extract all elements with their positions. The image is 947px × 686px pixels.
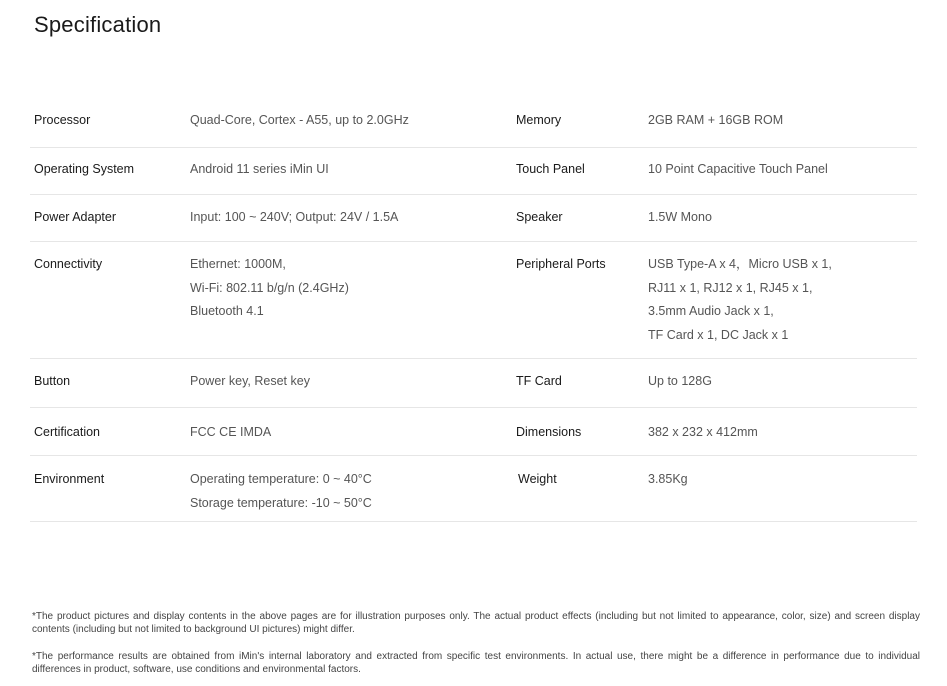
spec-value-weight <box>648 468 688 492</box>
spec-value-peripheral-ports <box>648 253 832 347</box>
spec-value-tf-card <box>648 370 712 394</box>
spec-value-line: TF Card x 1, DC Jack x 1 <box>648 327 789 342</box>
spec-value-line: Quad-Core, Cortex - A55, up to 2.0GHz <box>190 113 409 127</box>
spec-value-line: Storage temperature: -10 ~ 50°C <box>190 495 372 510</box>
spec-row-environment <box>30 468 917 522</box>
spec-label-certification: Certification <box>34 425 100 439</box>
spec-row-certification <box>30 421 917 456</box>
spec-value-line: USB Type-A x 4，Micro USB x 1, <box>648 257 832 271</box>
spec-label-connectivity: Connectivity <box>34 257 103 271</box>
spec-label-environment: Environment <box>34 472 105 486</box>
spec-value-line: Ethernet: 1000M, <box>190 257 286 271</box>
footnote-performance-disclaimer: *The performance results are obtained from iMin's internal laboratory and extracted from specific test environments. In actual use, there might be a difference in performance due to individual differences in product, software, use conditions and environmental factors. <box>32 651 920 675</box>
spec-label-button: Button <box>34 374 71 388</box>
spec-value-processor <box>190 109 409 133</box>
spec-value-certification <box>190 421 271 445</box>
spec-value-connectivity <box>190 253 349 324</box>
spec-value-line: 10 Point Capacitive Touch Panel <box>648 162 828 176</box>
spec-value-line: RJ11 x 1, RJ12 x 1, RJ45 x 1, <box>648 280 813 295</box>
spec-label-tf-card: TF Card <box>516 374 562 388</box>
spec-value-line: 3.5mm Audio Jack x 1, <box>648 304 774 318</box>
spec-label-dimensions: Dimensions <box>516 425 582 439</box>
spec-label-processor: Processor <box>34 113 91 127</box>
spec-value-line: Android 11 series iMin UI <box>190 162 329 176</box>
spec-value-line: 382 x 232 x 412mm <box>648 425 758 439</box>
spec-value-operating-system <box>190 158 329 182</box>
spec-row-processor <box>30 109 917 148</box>
spec-value-line: 1.5W Mono <box>648 210 712 224</box>
spec-value-environment <box>190 468 372 515</box>
spec-value-memory <box>648 109 783 133</box>
spec-row-connectivity <box>30 253 917 359</box>
spec-value-button <box>190 370 310 394</box>
spec-value-line: Operating temperature: 0 ~ 40°C <box>190 472 372 486</box>
spec-label-memory: Memory <box>516 113 562 127</box>
spec-row-power-adapter <box>30 206 917 242</box>
footnote-illustration-disclaimer: *The product pictures and display contents in the above pages are for illustration purposes only. The actual product effects (including but not limited to appearance, color, size) and screen display contents (including but not limited to background UI pictures) might differ. <box>32 611 920 635</box>
spec-label-speaker: Speaker <box>516 210 563 224</box>
spec-value-line: 3.85Kg <box>648 472 688 486</box>
spec-value-power-adapter <box>190 206 398 230</box>
spec-value-line: Input: 100 ~ 240V; Output: 24V / 1.5A <box>190 210 399 224</box>
spec-value-line: FCC CE IMDA <box>190 425 272 439</box>
spec-value-line: Power key, Reset key <box>190 374 310 388</box>
spec-value-line: Wi-Fi: 802.11 b/g/n (2.4GHz) <box>190 280 349 295</box>
spec-value-line: 2GB RAM + 16GB ROM <box>648 113 784 127</box>
page-title: Specification <box>34 12 162 37</box>
spec-label-operating-system: Operating System <box>34 162 135 176</box>
spec-label-weight: Weight <box>518 472 557 486</box>
spec-label-touch-panel: Touch Panel <box>516 162 585 176</box>
spec-value-speaker <box>648 206 712 230</box>
spec-value-touch-panel <box>648 158 828 182</box>
spec-value-line: Up to 128G <box>648 374 712 388</box>
spec-row-operating-system <box>30 158 917 195</box>
spec-label-peripheral-ports: Peripheral Ports <box>516 257 606 271</box>
spec-label-power-adapter: Power Adapter <box>34 210 116 224</box>
spec-value-line: Bluetooth 4.1 <box>190 304 264 318</box>
spec-row-button <box>30 370 917 408</box>
spec-value-dimensions <box>648 421 758 445</box>
